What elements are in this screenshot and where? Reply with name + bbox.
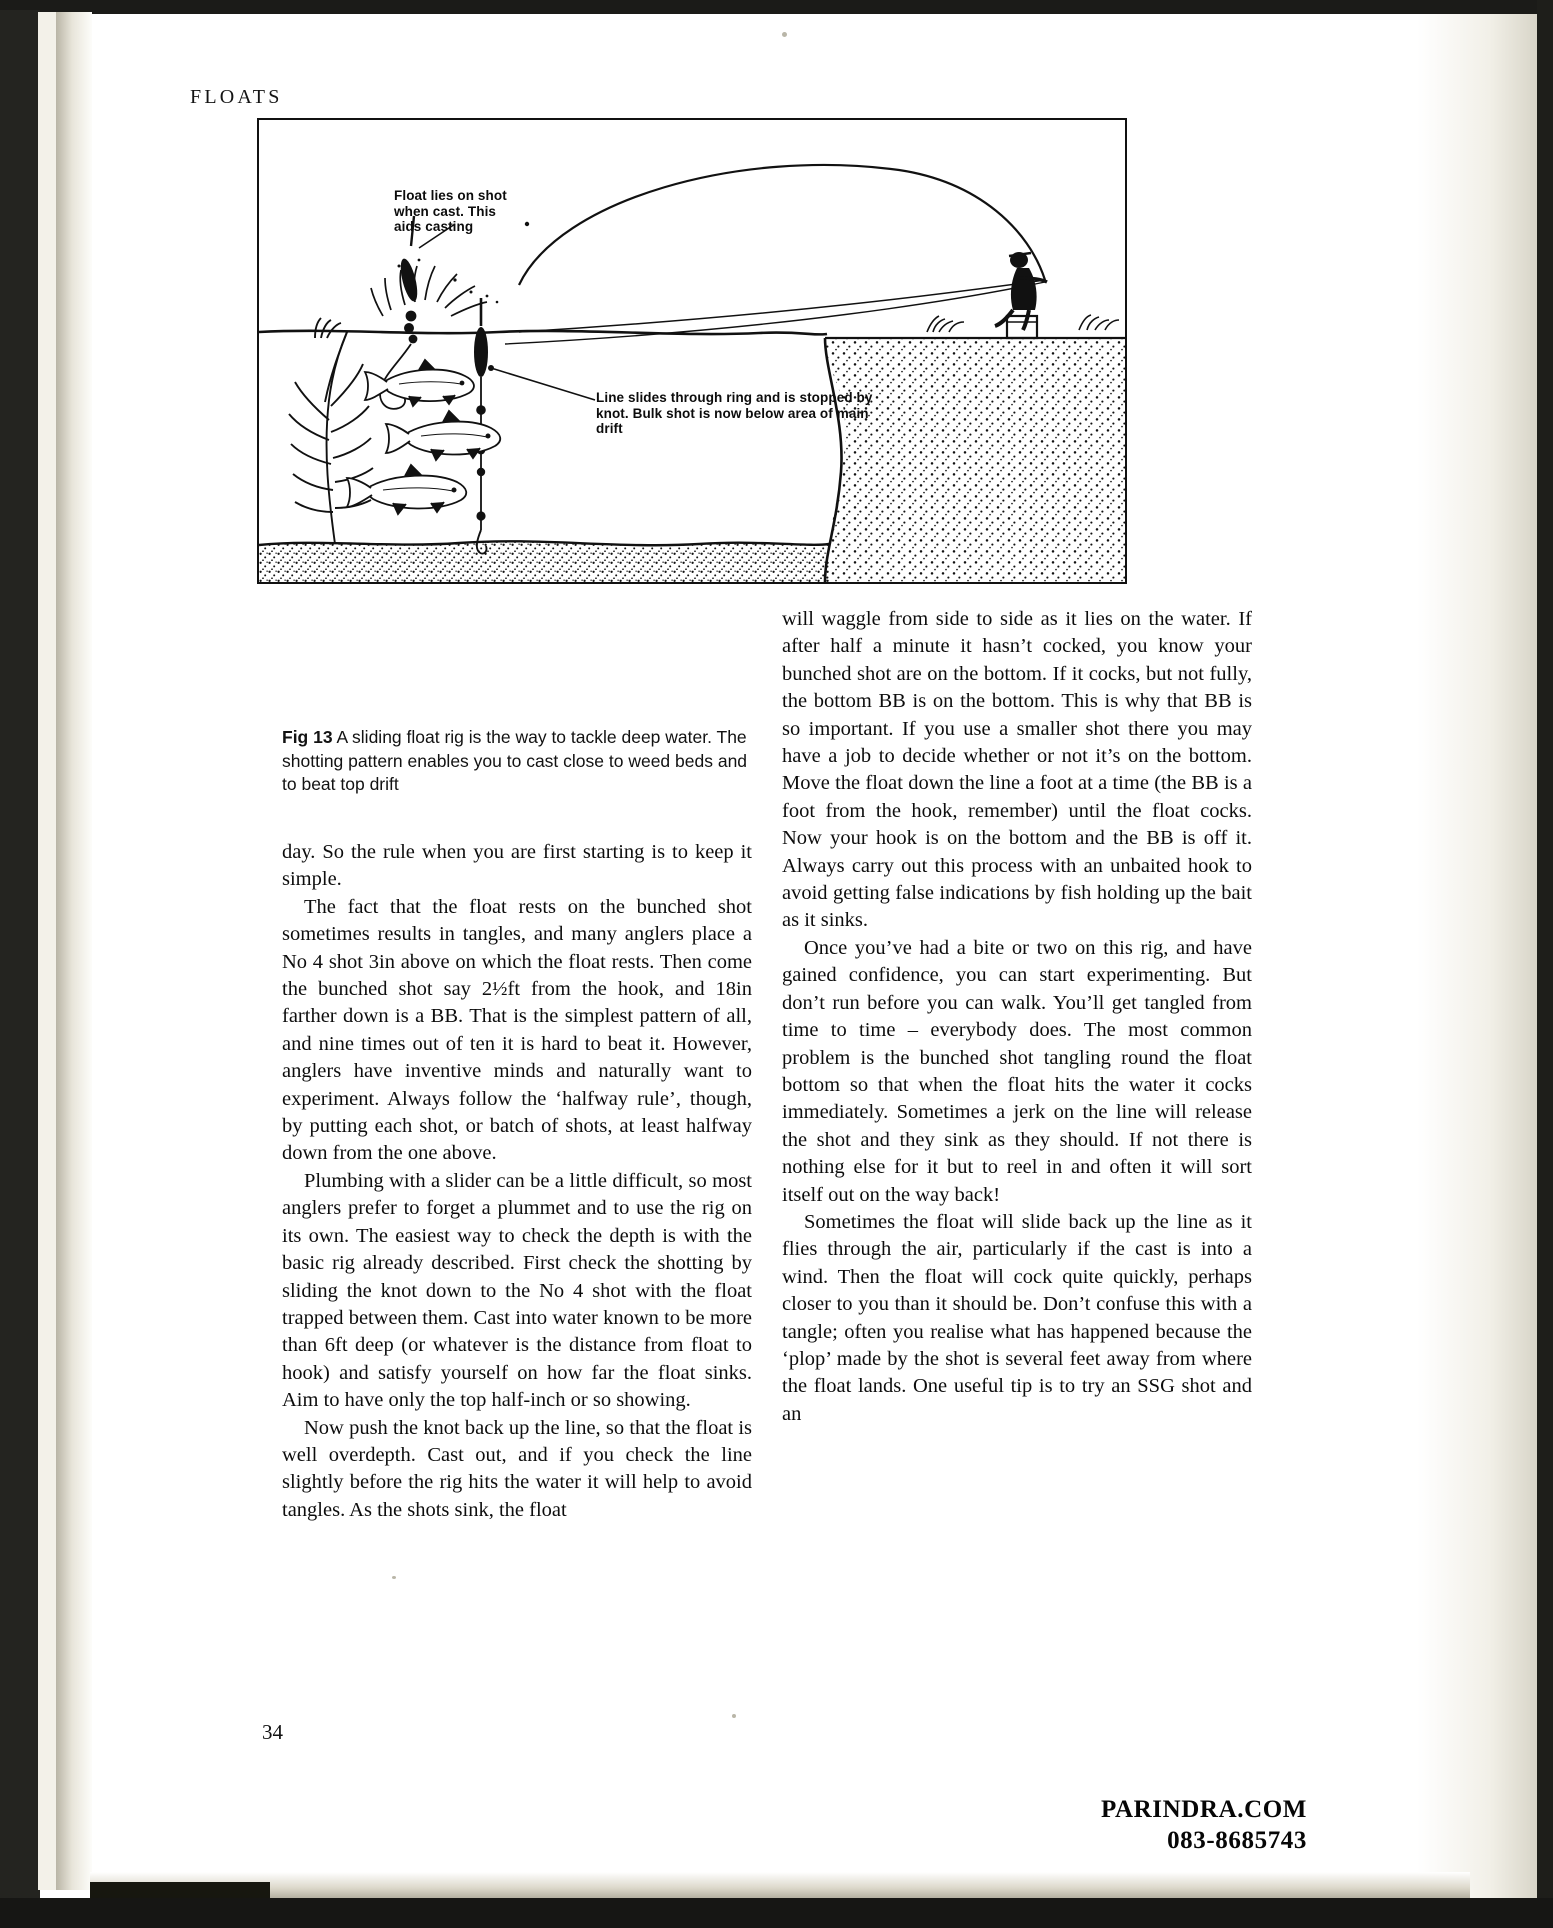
body-column-left	[282, 839, 752, 1524]
scan-top-border	[0, 0, 1553, 14]
paragraph: The fact that the float rests on the bunched shot sometimes results in tangles, and many anglers place a No 4 shot 3in above on which the float rests. Then come the bunched shot say 2½ft from the hook, and 18in farther down is a BB. That is the simplest pattern of all, and nine times out of ten it is hard to beat it. However, anglers have inventive minds and naturally want to experiment. Always follow the ‘halfway rule’, though, by putting each shot, or batch of shots, at least halfway down from the one above.	[282, 895, 752, 1165]
paragraph: Sometimes the float will slide back up the line as it flies through the air, particularly if the cast is into a wind. Then the float will cock quite quickly, perhaps closer to you than it should be. Don’t confuse this with a tangle; often you realise what has happened because the ‘plop’ made by the shot is several feet away from where the float lands. One useful tip is to try an SSG shot and an	[782, 1210, 1252, 1425]
scan-bottom-page-edge	[90, 1872, 1470, 1898]
splash-lines	[371, 266, 487, 316]
figure-caption-text: A sliding float rig is the way to tackle deep water. The shotting pattern enables you to cast close to weed beds and to beat top drift	[282, 727, 748, 794]
figure-13-illustration	[257, 118, 1127, 584]
watermark-site: PARINDRA.COM	[1100, 1796, 1307, 1823]
scan-speck	[782, 32, 787, 37]
paragraph: Once you’ve had a bite or two on this rig, and have gained confidence, you can start experimenting. But don’t run before you can walk. You’ll get tangled from time to time – everybody does. The most common problem is the bunched shot tangling round the float bottom so that when the float hits the water it cocks immediately. Sometimes a jerk on the line will release the shot and they sink as they should. If not there is nothing else for it but to reel in and often it will sort itself out on the way back!	[782, 936, 1252, 1206]
figure-caption-number: Fig 13	[282, 727, 333, 747]
paragraph: Now push the knot back up the line, so that the float is well overdepth. Cast out, and if you check the line slightly before the rig hits the water it will help to avoid tangles. As the shots sink, the float	[282, 1416, 752, 1521]
fishing-rig-diagram	[259, 120, 1125, 582]
scan-gutter-shadow	[0, 10, 40, 1900]
page-sheet	[92, 14, 1437, 1894]
figure-caption	[282, 726, 752, 797]
figure-label-line: Line slides through ring and is stopped by knot. Bulk shot is now below area of main drift	[596, 390, 873, 436]
running-head: FLOATS	[190, 86, 283, 108]
scan-right-page-fade	[1417, 14, 1537, 1898]
scan-speck	[732, 1714, 736, 1718]
page-number: 34	[262, 1720, 283, 1744]
fish-group	[347, 360, 500, 514]
watermark-phone: 083-8685743	[1167, 1827, 1307, 1854]
bunched-shot	[404, 311, 417, 344]
paragraph: will waggle from side to side as it lies on the water. If after half a minute it hasn’t cocked, you know your bunched shot are on the bottom. If it cocks, but not fully, the bottom BB is on the bottom. This is why that BB is so important. If you use a smaller shot there you may have a job to decide whether or not it’s on the bottom. Move the float down the line a foot at a time (the BB is a foot from the hook, remember) until the float cocks. Now your hook is on the bottom and the BB is off it. Always carry out this process with an unbaited hook to avoid getting false indications by fish holding up the bait as it sinks.	[782, 608, 1252, 932]
body-column-right	[782, 606, 1252, 1428]
paragraph: day. So the rule when you are first starting is to keep it simple.	[282, 841, 752, 891]
scan-bottom-border	[0, 1898, 1553, 1928]
scan-speck	[392, 1576, 396, 1579]
scan-spine-shadow	[56, 12, 92, 1890]
paragraph: Plumbing with a slider can be a little difficult, so most anglers prefer to forget a plummet and to use the rig on its own. The easiest way to check the depth is with the basic rig already described. First check the shotting by sliding the knot down to the No 4 shot with the float trapped between them. Cast into water known to be more than 6ft deep (or whatever is the distance from float to hook) and satisfy yourself on how far the float sinks. Aim to have only the top half-inch or so showing.	[282, 1169, 752, 1412]
figure-label-float: Float lies on shot when cast. This aids casting	[394, 188, 507, 234]
scan-right-border	[1537, 0, 1553, 1928]
weed-bed	[289, 318, 373, 544]
scan-watermark	[1101, 1794, 1307, 1856]
